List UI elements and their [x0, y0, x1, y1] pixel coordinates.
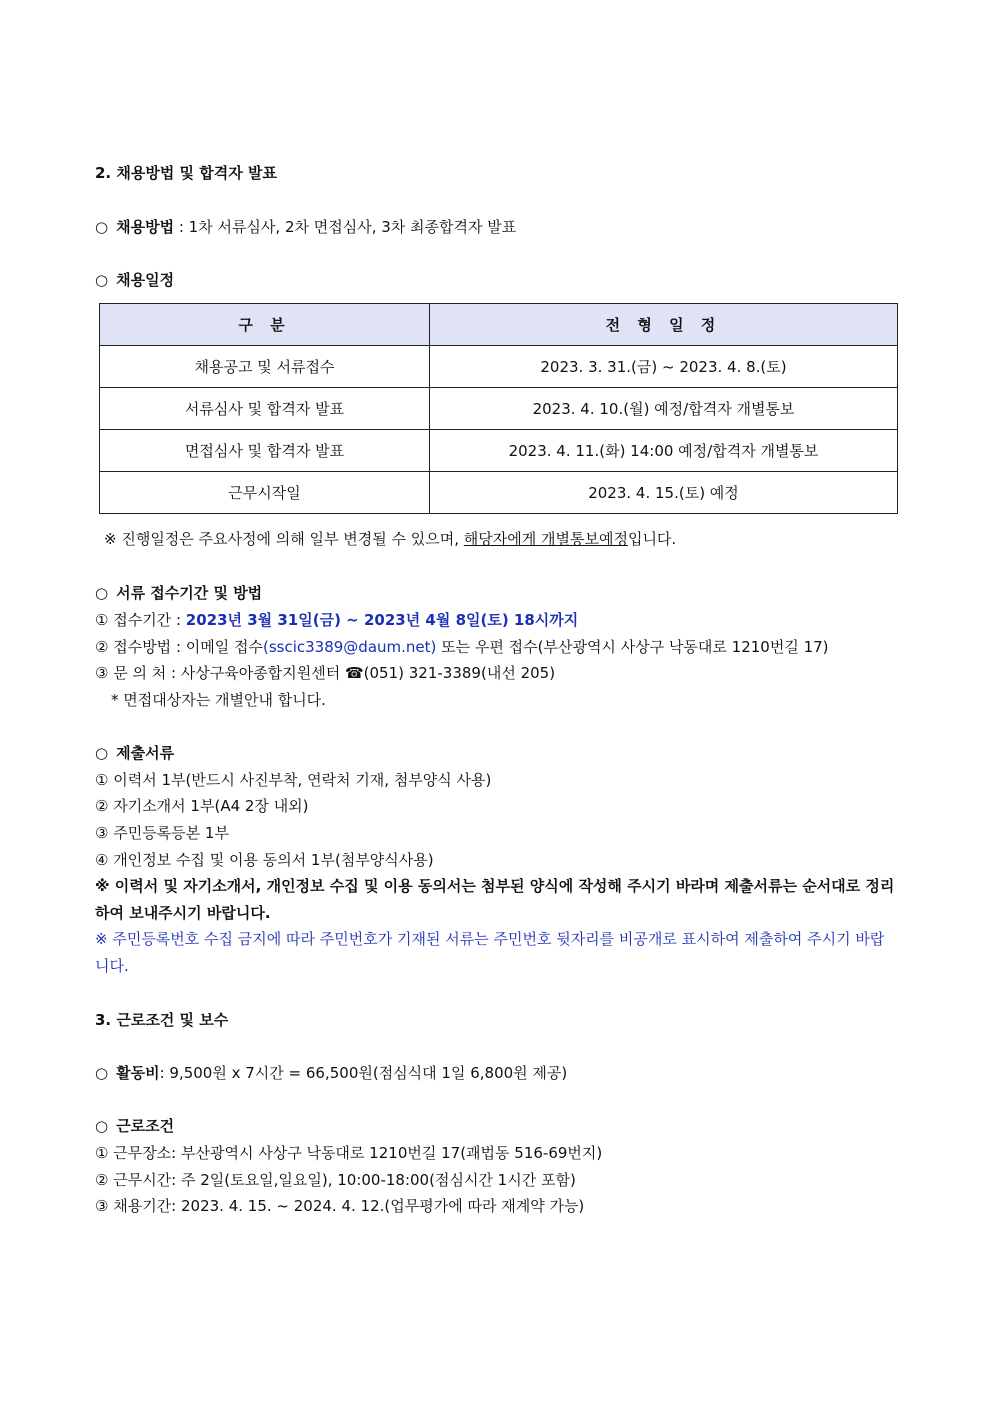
section-3-title: 3. 근로조건 및 보수 [95, 1011, 229, 1029]
interview-note: * 면접대상자는 개별안내 합니다. [111, 691, 326, 709]
table-header: 구 분 [100, 304, 430, 346]
period-value: 2023년 3월 31일(금) ~ 2023년 4월 8일(토) 18시까지 [185, 611, 579, 629]
table-cell: 면접심사 및 합격자 발표 [100, 430, 430, 472]
period-label: ① 접수기간 : [95, 611, 186, 629]
pay-label: 활동비 [116, 1064, 160, 1082]
submit-email: (sscic3389@daum.net) [262, 638, 437, 656]
table-cell: 서류심사 및 합격자 발표 [100, 388, 430, 430]
recruit-method [95, 217, 516, 237]
period-line [95, 610, 578, 630]
note-prefix: ※ 진행일정은 주요사정에 의해 일부 변경될 수 있으며, [104, 530, 464, 548]
conditions-label: 근로조건 [116, 1117, 175, 1135]
pay-line [95, 1063, 567, 1083]
submit-heading [95, 743, 174, 763]
blue-note: ※ 주민등록번호 수집 금지에 따라 주민번호가 기재된 서류는 주민번호 뒷자리를 비공개로 표시하여 제출하여 주시기 바랍니다. [95, 930, 885, 975]
submit-title: 제출서류 [116, 744, 175, 762]
table-row [100, 430, 898, 472]
list-item: ③ 채용기간: 2023. 4. 15. ~ 2024. 4. 12.(업무평가에 따라 재계약 가능) [95, 1197, 585, 1215]
docs-heading [95, 583, 262, 603]
bullet-circle: ○ [95, 1064, 109, 1082]
table-cell: 2023. 4. 10.(월) 예정/합격자 개별통보 [430, 388, 898, 430]
schedule-heading [95, 270, 174, 290]
table-row [100, 388, 898, 430]
recruit-method-label: 채용방법 [116, 218, 175, 236]
section-2-title: 2. 채용방법 및 합격자 발표 [95, 164, 277, 182]
list-item: ① 이력서 1부(반드시 사진부착, 연락처 기재, 첨부양식 사용) [95, 771, 492, 789]
submit-method-line [95, 637, 829, 657]
list-item: ② 근무시간: 주 2일(토요일,일요일), 10:00-18:00(점심시간 1시간 포함) [95, 1171, 576, 1189]
list-item: ② 자기소개서 1부(A4 2장 내외) [95, 797, 309, 815]
bullet-circle: ○ [95, 218, 109, 236]
schedule-table [99, 303, 898, 514]
bullet-circle: ○ [95, 744, 109, 762]
table-cell: 채용공고 및 서류접수 [100, 346, 430, 388]
bullet-circle: ○ [95, 271, 109, 289]
table-cell: 근무시작일 [100, 472, 430, 514]
bullet-circle: ○ [95, 1117, 109, 1135]
table-cell: 2023. 4. 15.(토) 예정 [430, 472, 898, 514]
note-underlined: 해당자에게 개별통보예정 [463, 530, 628, 548]
pay-text: : 9,500원 x 7시간 = 66,500원(점심식대 1일 6,800원 제공) [159, 1064, 568, 1082]
bold-note: ※ 이력서 및 자기소개서, 개인정보 수집 및 이용 동의서는 첨부된 양식에 작성해 주시기 바라며 제출서류는 순서대로 정리하여 보내주시기 바랍니다. [95, 877, 895, 922]
contact-line: ③ 문 의 처 : 사상구육아종합지원센터 ☎(051) 321-3389(내선 205) [95, 664, 556, 682]
note-suffix: 입니다. [627, 530, 677, 548]
conditions-heading [95, 1116, 174, 1136]
table-cell: 2023. 4. 11.(화) 14:00 예정/합격자 개별통보 [430, 430, 898, 472]
list-item: ③ 주민등록등본 1부 [95, 824, 229, 842]
schedule-label: 채용일정 [116, 271, 175, 289]
docs-title: 서류 접수기간 및 방법 [116, 584, 263, 602]
submit-method-rest: 또는 우편 접수(부산광역시 사상구 낙동대로 1210번길 17) [436, 638, 829, 656]
list-item: ④ 개인정보 수집 및 이용 동의서 1부(첨부양식사용) [95, 851, 434, 869]
list-item: ① 근무장소: 부산광역시 사상구 낙동대로 1210번길 17(괘법동 516-69번지) [95, 1144, 603, 1162]
schedule-note [104, 529, 676, 549]
recruit-method-text: : 1차 서류심사, 2차 면접심사, 3차 최종합격자 발표 [174, 218, 517, 236]
table-header-row [100, 304, 898, 346]
table-cell: 2023. 3. 31.(금) ~ 2023. 4. 8.(토) [430, 346, 898, 388]
bullet-circle: ○ [95, 584, 109, 602]
table-row [100, 472, 898, 514]
table-row [100, 346, 898, 388]
submit-method-label: ② 접수방법 : 이메일 접수 [95, 638, 263, 656]
table-header: 전 형 일 정 [430, 304, 898, 346]
